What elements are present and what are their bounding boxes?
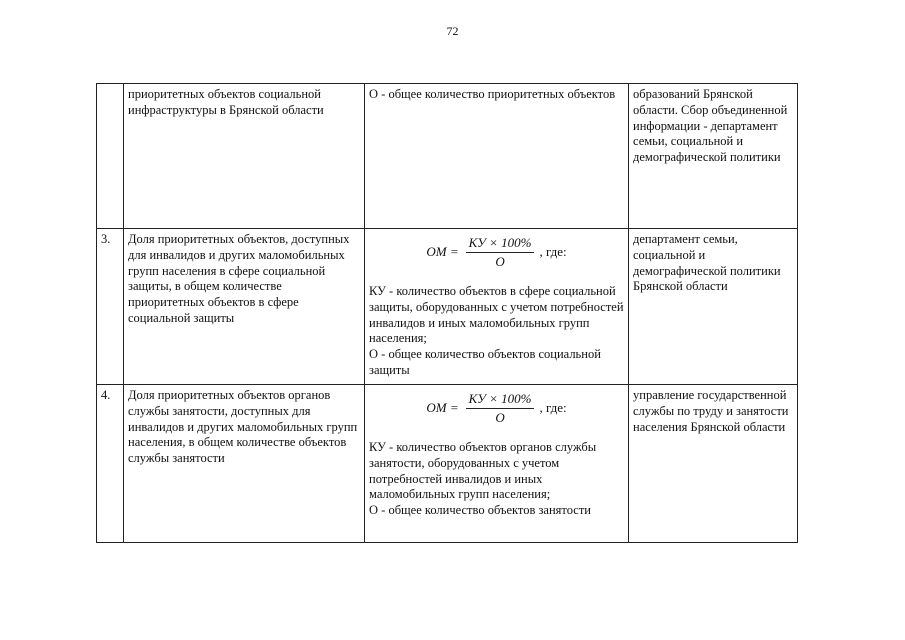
formula bbox=[369, 234, 624, 270]
row-number bbox=[97, 84, 124, 229]
formula-lhs: ОМ = bbox=[426, 400, 459, 416]
calculation-method bbox=[365, 84, 629, 229]
formula-numerator: КУ × 100% bbox=[466, 391, 535, 409]
formula-tail: , где: bbox=[539, 400, 567, 416]
data-source: управление государственной службы по труду и занятости населения Брянской области bbox=[629, 385, 798, 543]
description-line: КУ - количество объектов в сфере социальной защиты, оборудованных с учетом потребностей инвалидов и иных маломобильных групп населения; bbox=[369, 284, 624, 346]
table-row bbox=[97, 84, 798, 229]
table-row bbox=[97, 229, 798, 385]
description-line: О - общее количество объектов социальной защиты bbox=[369, 347, 601, 377]
description-line: О - общее количество приоритетных объектов bbox=[369, 87, 616, 101]
indicator-name: приоритетных объектов социальной инфраструктуры в Брянской области bbox=[124, 84, 365, 229]
indicator-name: Доля приоритетных объектов органов службы занятости, доступных для инвалидов и других маломобильных групп населения, в общем количестве объектов службы занятости bbox=[124, 385, 365, 543]
row-number: 3. bbox=[97, 229, 124, 385]
formula-fraction bbox=[466, 391, 535, 426]
formula-lhs: ОМ = bbox=[426, 244, 459, 260]
page-number: 72 bbox=[446, 24, 459, 38]
data-source: образований Брянской области. Сбор объединенной информации - департамент семьи, социальной и демографической политики bbox=[629, 84, 798, 229]
row-number: 4. bbox=[97, 385, 124, 543]
formula-denominator: О bbox=[495, 253, 505, 269]
formula-numerator: КУ × 100% bbox=[466, 235, 535, 253]
table-row bbox=[97, 385, 798, 543]
calculation-method bbox=[365, 385, 629, 543]
formula-denominator: О bbox=[495, 409, 505, 425]
formula bbox=[369, 390, 624, 426]
formula-tail: , где: bbox=[539, 244, 567, 260]
calculation-method bbox=[365, 229, 629, 385]
description-line: КУ - количество объектов органов службы занятости, оборудованных с учетом потребностей инвалидов и иных маломобильных групп населения; bbox=[369, 440, 597, 502]
indicators-table bbox=[96, 83, 798, 543]
data-source: департамент семьи, социальной и демографической политики Брянской области bbox=[629, 229, 798, 385]
indicator-name: Доля приоритетных объектов, доступных для инвалидов и других маломобильных групп населения в сфере социальной защиты, в общем количестве приоритетных объектов в сфере социальной защиты bbox=[124, 229, 365, 385]
formula-fraction bbox=[466, 235, 535, 270]
description-line: О - общее количество объектов занятости bbox=[369, 503, 591, 518]
